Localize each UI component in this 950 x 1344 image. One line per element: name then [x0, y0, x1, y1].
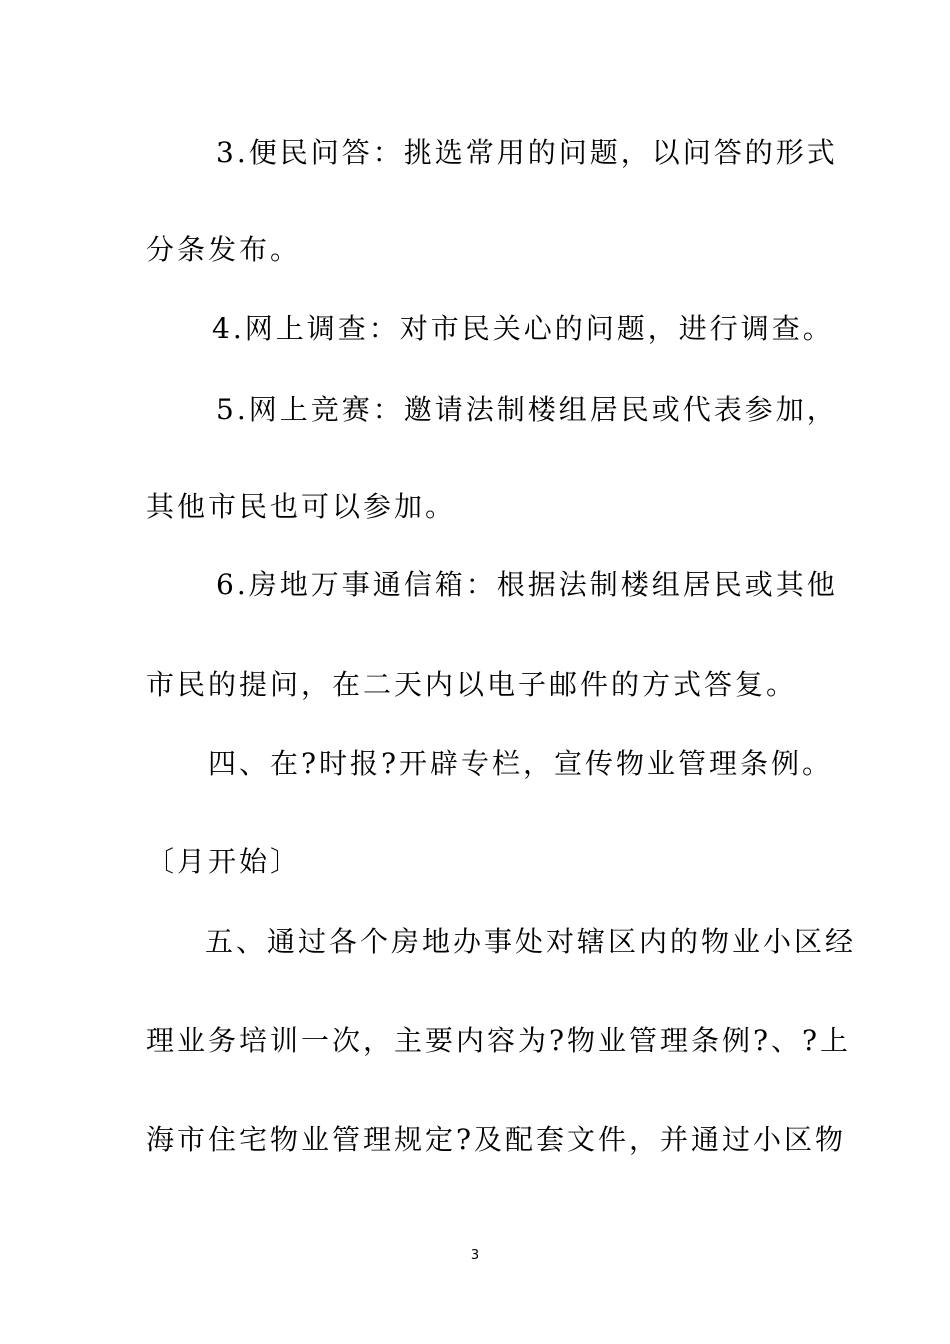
page-number: 3 — [470, 1248, 480, 1263]
paragraph-line: 分条发布。 — [146, 233, 302, 266]
paragraph-line: 〔月开始〕 — [146, 845, 302, 878]
paragraph-line: 5.网上竞赛：邀请法制楼组居民或代表参加， — [216, 393, 838, 426]
paragraph-line: 海市住宅物业管理规定?及配套文件，并通过小区物 — [146, 1123, 847, 1156]
paragraph-line: 五、通过各个房地办事处对辖区内的物业小区经 — [205, 925, 857, 958]
paragraph-line: 4.网上调查：对市民关心的问题，进行调查。 — [212, 312, 834, 345]
paragraph-line: 其他市民也可以参加。 — [146, 490, 457, 523]
paragraph-line: 3.便民问答：挑选常用的问题，以问答的形式 — [216, 136, 838, 169]
paragraph-line: 理业务培训一次，主要内容为?物业管理条例?、?上 — [146, 1024, 852, 1057]
paragraph-line: 市民的提问，在二天内以电子邮件的方式答复。 — [146, 668, 798, 701]
paragraph-line: 6.房地万事通信箱：根据法制楼组居民或其他 — [216, 568, 838, 601]
paragraph-line: 四、在?时报?开辟专栏，宣传物业管理条例。 — [208, 747, 834, 780]
